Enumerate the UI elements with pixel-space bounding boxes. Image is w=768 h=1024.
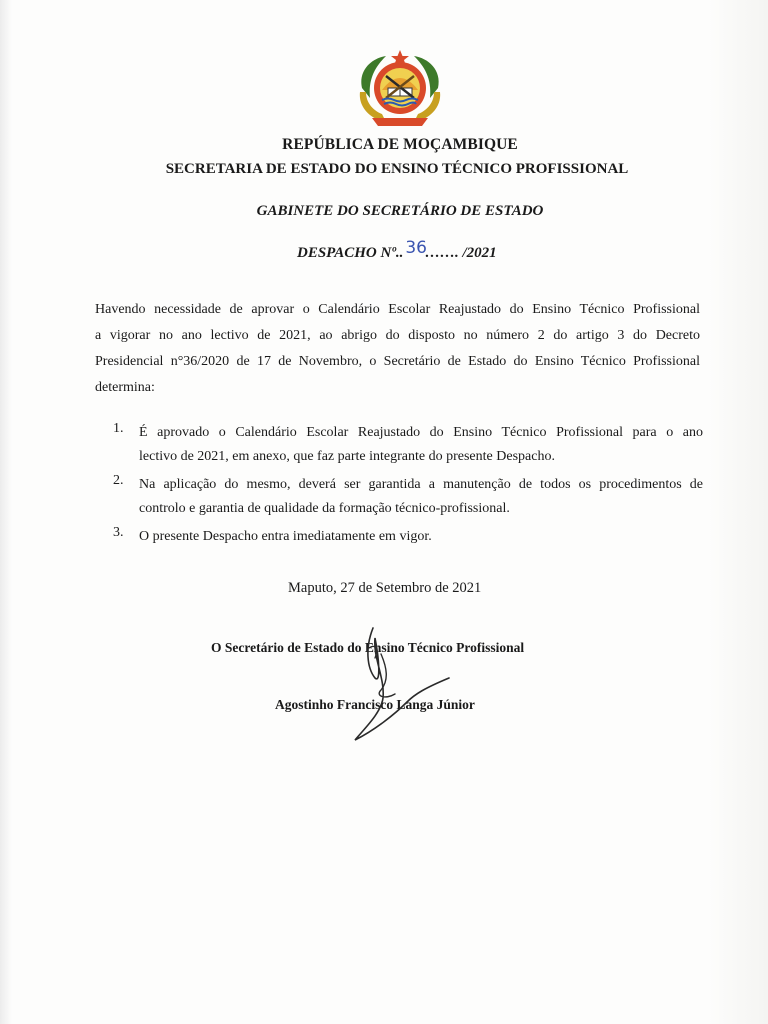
despacho-prefix: DESPACHO Nº.. [297,245,404,261]
mozambique-coat-of-arms-icon [352,48,448,130]
despacho-number: 36 [405,238,427,258]
list-item [113,421,703,469]
despacho-heading [297,238,497,262]
list-item-number: 2. [113,473,124,488]
intro-line: Presidencial n°36/2020 de 17 de Novembro, o Secretário de Estado do Ensino Técnico Profissional [95,354,700,369]
despacho-suffix: ……. /2021 [424,245,497,261]
determination-list [113,421,703,553]
intro-line: a vigorar no ano lectivo de 2021, ao abrigo do disposto no número 2 do artigo 3 do Decreto [95,328,700,343]
intro-line: determina: [95,380,155,395]
list-item-line: controlo e garantia de qualidade da formação técnico-profissional. [139,501,510,516]
intro-paragraph [95,297,700,401]
list-item-number: 1. [113,421,124,436]
intro-line: Havendo necessidade de aprovar o Calendário Escolar Reajustado do Ensino Técnico Profissional [95,302,700,317]
ministry-heading: SECRETARIA DE ESTADO DO ENSINO TÉCNICO PROFISSIONAL [165,161,629,177]
signatory-name: Agostinho Francisco Langa Júnior [275,697,475,712]
list-item-line: É aprovado o Calendário Escolar Reajustado do Ensino Técnico Profissional para o ano [139,425,703,440]
list-item-line: Na aplicação do mesmo, deverá ser garantida a manutenção de todos os procedimentos de [139,477,703,492]
signatory-title: O Secretário de Estado do Ensino Técnico Profissional [211,640,525,655]
country-heading: REPÚBLICA DE MOÇAMBIQUE [282,136,518,153]
list-item-line: lectivo de 2021, em anexo, que faz parte integrante do presente Despacho. [139,449,555,464]
list-item-number: 3. [113,525,124,540]
list-item [113,473,703,521]
place-date: Maputo, 27 de Setembro de 2021 [288,580,482,596]
office-heading: GABINETE DO SECRETÁRIO DE ESTADO [256,203,544,219]
handwritten-signature-icon [345,618,455,748]
list-item-line: O presente Despacho entra imediatamente em vigor. [139,529,432,544]
list-item [113,525,703,549]
